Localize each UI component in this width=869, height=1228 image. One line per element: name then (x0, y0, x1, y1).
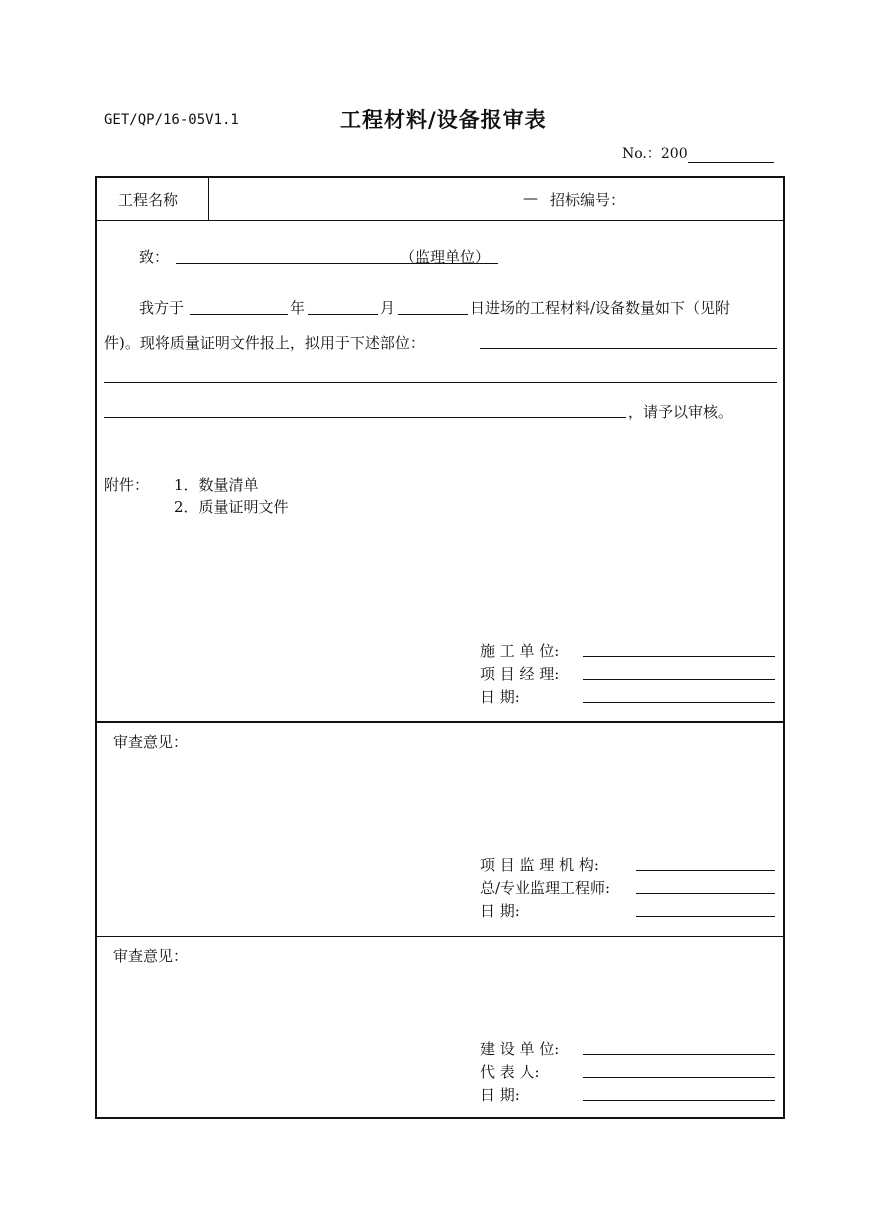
row-divider-2 (96, 721, 784, 723)
owner-blank[interactable] (583, 1054, 775, 1055)
review1-label: 审查意见： (113, 733, 189, 751)
supervision-org-blank[interactable] (636, 870, 775, 871)
representative-blank[interactable] (583, 1077, 775, 1078)
contractor-blank[interactable] (583, 656, 775, 657)
review2-date-label: 日 期: (480, 1086, 520, 1104)
location-blank-1[interactable] (480, 348, 777, 349)
attachment-item-1: 1．数量清单 (174, 476, 259, 494)
dash-mark: — (523, 189, 538, 207)
contractor-label: 施 工 单 位: (480, 642, 560, 660)
request-review-text: ，请予以审核。 (628, 403, 734, 421)
body-date-blank[interactable] (583, 702, 775, 703)
col-divider (208, 177, 209, 220)
form-code: GET/QP/16-05V1.1 (104, 112, 239, 128)
line1-rest: 日进场的工程材料/设备数量如下（见附 (470, 299, 731, 317)
project-name-label: 工程名称 (118, 191, 179, 209)
project-manager-label: 项 目 经 理: (480, 665, 560, 683)
supervision-org-label: 项 目 监 理 机 构: (480, 856, 599, 874)
day-blank[interactable] (398, 314, 468, 315)
project-manager-blank[interactable] (583, 679, 775, 680)
location-blank-3[interactable] (104, 417, 626, 418)
review1-date-label: 日 期: (480, 902, 520, 920)
row-divider-1 (96, 220, 784, 221)
to-label: 致： (139, 248, 170, 266)
supervisor-unit-label: （监理单位） (400, 248, 491, 266)
month-label: 月 (380, 299, 396, 317)
year-label: 年 (290, 299, 306, 317)
line1-prefix: 我方于 (139, 299, 185, 317)
number-blank[interactable] (688, 147, 774, 163)
representative-label: 代 表 人: (480, 1063, 540, 1081)
attachments-label: 附件： (104, 476, 150, 494)
attachment-item-2: 2．质量证明文件 (174, 498, 289, 516)
month-blank[interactable] (308, 314, 378, 315)
supervision-engineer-label: 总/专业监理工程师: (480, 879, 611, 897)
year-blank[interactable] (190, 314, 288, 315)
row-divider-3 (96, 936, 784, 937)
review1-date-blank[interactable] (636, 916, 775, 917)
owner-label: 建 设 单 位: (480, 1040, 560, 1058)
supervision-engineer-blank[interactable] (636, 893, 775, 894)
bid-number-label: 招标编号： (550, 191, 626, 209)
review2-date-blank[interactable] (583, 1100, 775, 1101)
review2-label: 审查意见： (113, 947, 189, 965)
page-title: 工程材料/设备报审表 (340, 108, 547, 132)
number-label: No.：200 (622, 146, 688, 162)
location-blank-2[interactable] (104, 382, 777, 383)
line2-text: 件)。现将质量证明文件报上，拟用于下述部位： (104, 334, 425, 352)
form-number (622, 143, 774, 163)
body-date-label: 日 期: (480, 688, 520, 706)
